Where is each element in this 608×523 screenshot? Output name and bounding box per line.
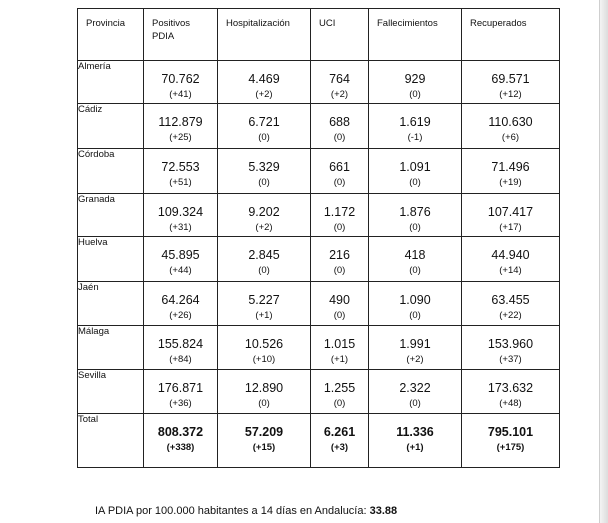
cell-uci	[311, 194, 369, 237]
cell-value: 70.762	[161, 72, 200, 86]
cell-delta: (+41)	[169, 89, 192, 100]
cell-positivos	[144, 326, 218, 370]
cell-value: 1.090	[399, 293, 431, 307]
cell-recuperados	[462, 104, 560, 149]
cell-value: 1.619	[399, 115, 431, 129]
header-hospitalizacion: Hospitalización	[218, 9, 311, 61]
cell-delta: (0)	[409, 177, 421, 188]
cell-value: 929	[404, 72, 426, 86]
cell-fallecimientos	[369, 61, 462, 104]
cell-delta: (+22)	[499, 310, 522, 321]
cell-value: 4.469	[248, 72, 280, 86]
cell-delta: (0)	[333, 222, 346, 233]
footer-value: 33.88	[369, 505, 398, 517]
cell-recuperados	[462, 237, 560, 282]
cell-value: 45.895	[161, 248, 200, 262]
cell-value: 1.091	[399, 160, 431, 174]
header-recuperados: Recuperados	[462, 9, 560, 61]
cell-recuperados	[462, 194, 560, 237]
cell-delta: (0)	[333, 132, 346, 143]
table-row	[78, 104, 560, 149]
cell-delta: (+10)	[252, 354, 276, 365]
cell-delta: (+14)	[499, 265, 522, 276]
cell-value: 107.417	[487, 205, 534, 219]
cell-delta: (0)	[409, 398, 421, 409]
table-row	[78, 282, 560, 326]
cell-uci	[311, 61, 369, 104]
cell-value: 44.940	[491, 248, 530, 262]
cell-hospitalizacion	[218, 149, 311, 194]
footer-incidence-note	[95, 505, 397, 517]
province-name: Sevilla	[78, 370, 144, 414]
cell-positivos	[144, 370, 218, 414]
cell-uci	[311, 282, 369, 326]
province-name: Total	[78, 414, 144, 468]
cell-delta: (0)	[409, 89, 421, 100]
cell-uci	[311, 149, 369, 194]
cell-value: 795.101	[487, 425, 534, 439]
cell-value: 10.526	[244, 337, 284, 351]
table-row	[78, 237, 560, 282]
cell-delta: (+44)	[169, 265, 192, 276]
cell-hospitalizacion	[218, 414, 311, 468]
covid-data-table	[77, 8, 560, 468]
cell-hospitalizacion	[218, 194, 311, 237]
cell-value: 661	[329, 160, 350, 174]
cell-delta: (0)	[258, 398, 270, 409]
cell-value: 9.202	[248, 205, 280, 219]
table-row	[78, 61, 560, 104]
cell-fallecimientos	[369, 370, 462, 414]
cell-delta: (0)	[258, 132, 270, 143]
table-row	[78, 326, 560, 370]
cell-hospitalizacion	[218, 282, 311, 326]
cell-delta: (+25)	[169, 132, 192, 143]
cell-delta: (0)	[333, 177, 346, 188]
cell-value: 808.372	[157, 425, 204, 439]
cell-value: 63.455	[491, 293, 530, 307]
cell-value: 2.322	[399, 381, 431, 395]
cell-fallecimientos	[369, 282, 462, 326]
cell-delta: (+175)	[496, 442, 525, 453]
header-fallecimientos: Fallecimientos	[369, 9, 462, 61]
province-name: Málaga	[78, 326, 144, 370]
cell-value: 216	[329, 248, 350, 262]
cell-value: 490	[329, 293, 350, 307]
cell-value: 72.553	[161, 160, 200, 174]
cell-delta: (+2)	[406, 354, 424, 365]
cell-value: 6.261	[323, 425, 356, 439]
province-name: Granada	[78, 194, 144, 237]
cell-value: 5.329	[248, 160, 280, 174]
cell-value: 71.496	[491, 160, 530, 174]
province-name: Jaén	[78, 282, 144, 326]
cell-delta: (0)	[333, 310, 346, 321]
cell-delta: (+6)	[501, 132, 520, 143]
cell-recuperados	[462, 282, 560, 326]
cell-positivos	[144, 61, 218, 104]
cell-value: 6.721	[248, 115, 280, 129]
cell-value: 69.571	[491, 72, 530, 86]
cell-hospitalizacion	[218, 237, 311, 282]
cell-delta: (+48)	[499, 398, 522, 409]
province-name: Cádiz	[78, 104, 144, 149]
cell-value: 688	[329, 115, 350, 129]
cell-value: 5.227	[248, 293, 280, 307]
cell-delta: (+26)	[169, 310, 192, 321]
table-row	[78, 194, 560, 237]
cell-delta: (+2)	[255, 222, 273, 233]
cell-recuperados	[462, 149, 560, 194]
province-name: Huelva	[78, 237, 144, 282]
cell-delta: (0)	[258, 177, 270, 188]
cell-delta: (+51)	[169, 177, 192, 188]
cell-delta: (0)	[258, 265, 270, 276]
cell-positivos	[144, 194, 218, 237]
cell-delta: (+37)	[499, 354, 522, 365]
cell-value: 2.845	[248, 248, 280, 262]
cell-delta: (0)	[409, 222, 421, 233]
cell-value: 1.015	[323, 337, 356, 351]
cell-value: 1.991	[399, 337, 431, 351]
cell-delta: (+2)	[255, 89, 273, 100]
cell-delta: (+36)	[169, 398, 192, 409]
cell-positivos	[144, 282, 218, 326]
cell-delta: (0)	[333, 398, 346, 409]
cell-positivos	[144, 237, 218, 282]
cell-value: 155.824	[157, 337, 204, 351]
cell-value: 57.209	[244, 425, 284, 439]
cell-value: 153.960	[487, 337, 534, 351]
cell-recuperados	[462, 370, 560, 414]
cell-delta: (+1)	[330, 354, 349, 365]
cell-recuperados	[462, 326, 560, 370]
cell-delta: (+84)	[169, 354, 192, 365]
cell-delta: (+338)	[166, 442, 195, 453]
cell-positivos	[144, 414, 218, 468]
cell-delta: (+15)	[252, 442, 276, 453]
cell-delta: (-1)	[407, 132, 423, 143]
cell-uci	[311, 104, 369, 149]
cell-value: 12.890	[244, 381, 284, 395]
header-positivos-pdia: Positivos PDIA	[144, 9, 218, 61]
cell-value: 64.264	[161, 293, 200, 307]
page-edge-shadow	[600, 0, 608, 523]
header-provincia: Provincia	[78, 9, 144, 61]
cell-hospitalizacion	[218, 104, 311, 149]
cell-value: 173.632	[487, 381, 534, 395]
cell-delta: (+1)	[406, 442, 424, 453]
cell-delta: (+17)	[499, 222, 522, 233]
table-header-row	[78, 9, 560, 61]
cell-delta: (+19)	[499, 177, 522, 188]
cell-fallecimientos	[369, 104, 462, 149]
cell-value: 11.336	[396, 425, 434, 439]
cell-uci	[311, 414, 369, 468]
cell-positivos	[144, 149, 218, 194]
cell-fallecimientos	[369, 149, 462, 194]
cell-value: 1.255	[323, 381, 356, 395]
cell-delta: (0)	[409, 310, 421, 321]
province-name: Almería	[78, 61, 144, 104]
cell-delta: (0)	[409, 265, 421, 276]
cell-recuperados	[462, 61, 560, 104]
cell-recuperados	[462, 414, 560, 468]
cell-value: 1.172	[323, 205, 356, 219]
cell-value: 110.630	[488, 115, 533, 129]
cell-positivos	[144, 104, 218, 149]
province-name: Córdoba	[78, 149, 144, 194]
cell-value: 1.876	[399, 205, 431, 219]
cell-delta: (+2)	[330, 89, 349, 100]
cell-delta: (+1)	[255, 310, 273, 321]
header-uci: UCI	[311, 9, 369, 61]
footer-label: IA PDIA por 100.000 habitantes a 14 días en Andalucía:	[95, 505, 367, 517]
cell-delta: (0)	[333, 265, 346, 276]
cell-hospitalizacion	[218, 326, 311, 370]
cell-value: 418	[404, 248, 426, 262]
cell-fallecimientos	[369, 237, 462, 282]
cell-delta: (+31)	[169, 222, 192, 233]
cell-uci	[311, 370, 369, 414]
table-row	[78, 149, 560, 194]
cell-value: 176.871	[157, 381, 204, 395]
cell-hospitalizacion	[218, 370, 311, 414]
cell-value: 112.879	[158, 115, 203, 129]
table-row	[78, 370, 560, 414]
cell-value: 109.324	[157, 205, 204, 219]
cell-delta: (+3)	[330, 442, 349, 453]
cell-fallecimientos	[369, 414, 462, 468]
cell-value: 764	[329, 72, 350, 86]
cell-delta: (+12)	[499, 89, 522, 100]
cell-uci	[311, 326, 369, 370]
table-total-row	[78, 414, 560, 468]
cell-fallecimientos	[369, 194, 462, 237]
cell-hospitalizacion	[218, 61, 311, 104]
cell-uci	[311, 237, 369, 282]
cell-fallecimientos	[369, 326, 462, 370]
